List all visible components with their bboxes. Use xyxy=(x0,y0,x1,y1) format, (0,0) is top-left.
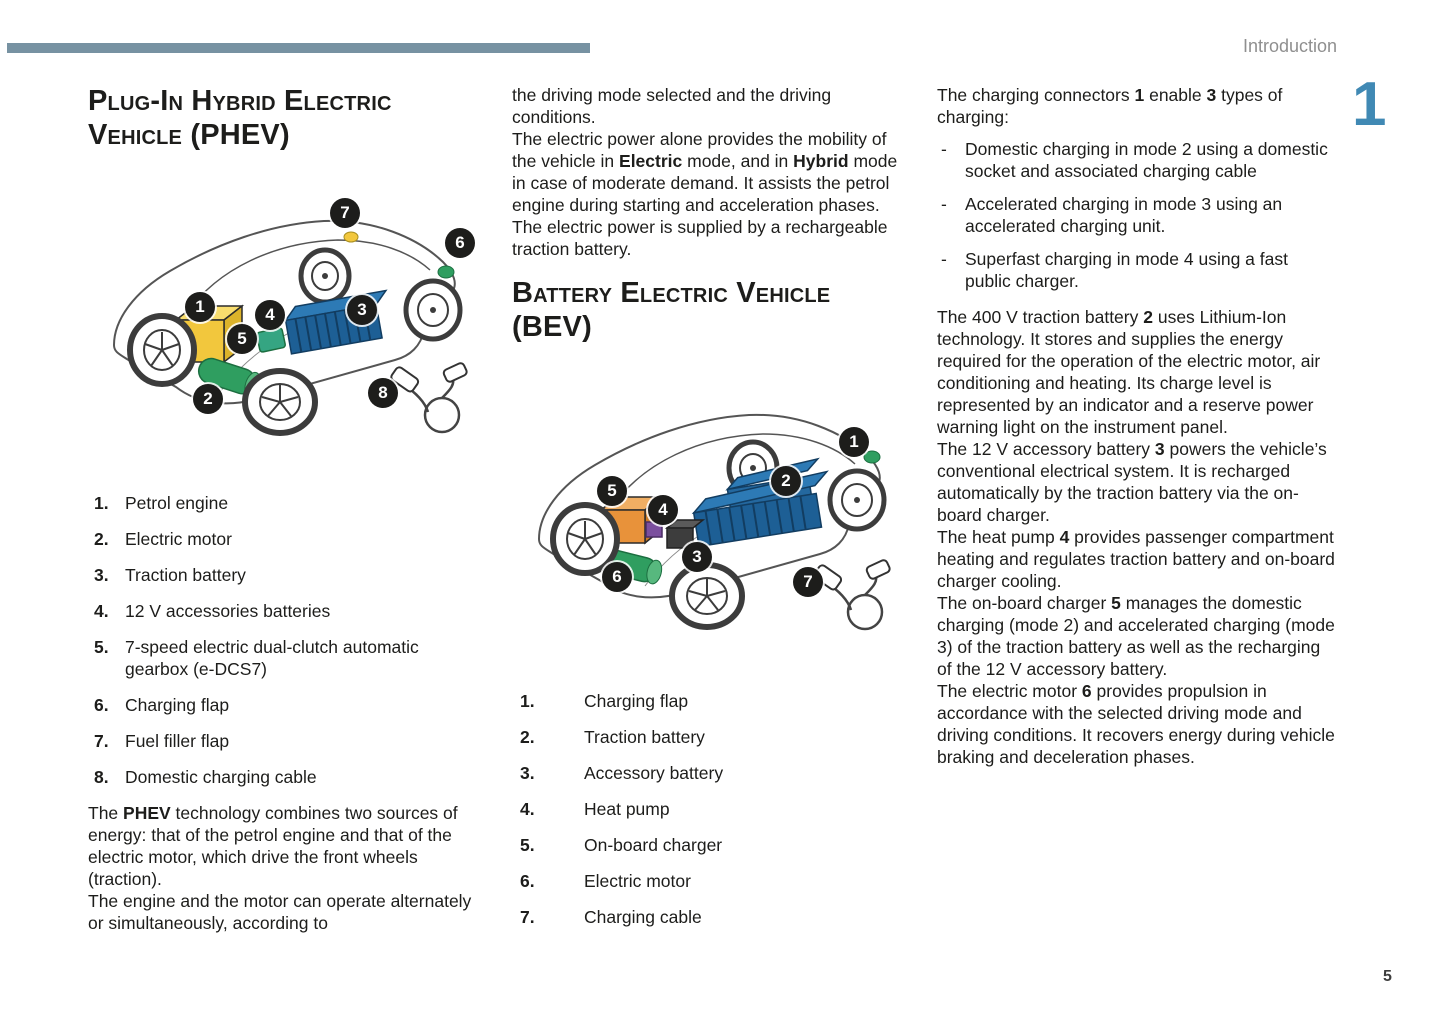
rear-wheel-right xyxy=(830,471,884,529)
list-item: 7. Charging cable xyxy=(520,907,702,927)
chapter-number-tab: 1 xyxy=(1352,70,1387,139)
list-item: 6. Charging flap xyxy=(94,695,230,715)
phev-callout-7: 7 xyxy=(330,198,360,228)
bev-callout-4: 4 xyxy=(648,495,678,525)
traction-battery-paragraph: The 400 V traction battery 2 uses Lithium-Ion technology. It stores and supplies the energy required for the operation of the electric motor, air conditioning and heating. Its charge level is represented by an indicator and a reserve power warning light on the instrument panel. xyxy=(937,307,1321,437)
charging-intro: The charging connectors 1 enable 3 types of charging: xyxy=(937,85,1283,127)
accessory-battery-paragraph: The 12 V accessory battery 3 powers the vehicle’s conventional electrical system. It is recharged automatically by the traction battery via the on-board charger. xyxy=(937,439,1327,525)
bullet-dash: - xyxy=(941,139,947,159)
bullet-item: - Superfast charging in mode 4 using a fast public charger. xyxy=(937,248,1335,292)
phev-callout-6: 6 xyxy=(445,228,475,258)
list-item: 2. Traction battery xyxy=(520,727,705,747)
phev-callout-2: 2 xyxy=(193,384,223,414)
phev-callout-4: 4 xyxy=(255,300,285,330)
charging-modes-list xyxy=(937,138,1335,292)
list-item: 1. Charging flap xyxy=(520,691,689,711)
bev-callout-7: 7 xyxy=(793,567,823,597)
charging-flap-shape xyxy=(864,451,880,463)
bullet-dash: - xyxy=(941,194,947,214)
bev-callout-1: 1 xyxy=(839,427,869,457)
list-item: 5. On-board charger xyxy=(520,835,723,855)
middle-paragraph-2: The electric power alone provides the mobility of the vehicle in Electric mode, and in Hybrid mode in case of moderate demand. It assists the petrol engine during starting and acceleration phases. xyxy=(512,129,898,215)
bev-heading-line1: Battery Electric Vehicle xyxy=(512,277,831,309)
heat-pump-paragraph: The heat pump 4 provides passenger compartment heating and regulates traction battery and on-board charger cooling. xyxy=(937,527,1335,591)
middle-paragraph-3: The electric power is supplied by a rechargeable traction battery. xyxy=(512,217,888,259)
cable-connector-shape xyxy=(865,559,890,580)
list-item: 2. Electric motor xyxy=(94,529,232,549)
bullet-dash: - xyxy=(941,249,947,269)
phev-car-illustration xyxy=(100,180,480,460)
bev-section-heading xyxy=(512,276,898,344)
front-wheel-left xyxy=(130,316,194,384)
page-number: 5 xyxy=(1383,968,1392,985)
bev-heading-line2: (BEV) xyxy=(512,311,592,343)
phev-diagram xyxy=(100,180,480,460)
charging-flap-shape xyxy=(438,266,454,278)
phev-paragraph-2: The engine and the motor can operate alternately or simultaneously, according to xyxy=(88,891,472,933)
phev-callout-8: 8 xyxy=(368,378,398,408)
bev-callout-2: 2 xyxy=(771,466,801,496)
rear-wheel-right xyxy=(406,281,460,339)
list-item: 3. Traction battery xyxy=(94,565,246,585)
cable-connector-shape xyxy=(442,362,467,383)
front-wheel-right xyxy=(245,371,315,433)
bev-callout-6: 6 xyxy=(602,562,632,592)
list-item: 4. Heat pump xyxy=(520,799,670,819)
front-wheel-left xyxy=(553,505,617,573)
right-column xyxy=(937,84,1335,768)
phev-callout-1: 1 xyxy=(185,292,215,322)
list-item: 4. 12 V accessories batteries xyxy=(94,601,331,621)
list-item: 8. Domestic charging cable xyxy=(94,767,317,787)
middle-paragraph-1: the driving mode selected and the driving conditions. xyxy=(512,85,832,127)
list-item: 7. Fuel filler flap xyxy=(94,731,230,751)
bev-parts-list xyxy=(512,690,898,928)
bev-car-illustration xyxy=(525,374,905,654)
electric-motor-paragraph: The electric motor 6 provides propulsion in accordance with the selected driving mode and driving conditions. It recovers energy during vehicle braking and deceleration phases. xyxy=(937,681,1335,767)
fuel-filler-flap-shape xyxy=(344,232,358,242)
rear-wheel-left xyxy=(301,250,349,302)
list-item: 6. Electric motor xyxy=(520,871,691,891)
phev-heading-line2: Vehicle (PHEV) xyxy=(88,119,290,151)
bullet-item: - Accelerated charging in mode 3 using an accelerated charging unit. xyxy=(937,193,1335,237)
phev-callout-3: 3 xyxy=(347,295,377,325)
phev-paragraph-1: The PHEV technology combines two sources of energy: that of the petrol engine and that of the electric motor, which drive the front wheels (traction). xyxy=(88,803,458,889)
list-item: 3. Accessory battery xyxy=(520,763,724,783)
list-item: 5. 7-speed electric dual-clutch automatic gearbox (e-DCS7) xyxy=(94,637,419,679)
phev-heading-line1: Plug-In Hybrid Electric xyxy=(88,85,392,117)
list-item: 1. Petrol engine xyxy=(94,493,229,513)
chapter-title: Introduction xyxy=(1242,36,1337,56)
header-accent-bar xyxy=(7,43,590,53)
bev-callout-3: 3 xyxy=(682,542,712,572)
phev-section-heading xyxy=(88,84,484,152)
bev-callout-5: 5 xyxy=(597,476,627,506)
left-column xyxy=(88,84,484,934)
phev-callout-5: 5 xyxy=(227,324,257,354)
bev-diagram xyxy=(525,374,905,654)
inverter-shape xyxy=(256,328,286,353)
phev-parts-list xyxy=(88,492,484,788)
front-wheel-right xyxy=(672,565,742,627)
bullet-item: - Domestic charging in mode 2 using a domestic socket and associated charging cable xyxy=(937,138,1335,182)
on-board-charger-paragraph: The on-board charger 5 manages the domestic charging (mode 2) and accelerated charging (mode 3) of the traction battery as well as the recharging of the 12 V accessory battery. xyxy=(937,593,1335,679)
middle-column xyxy=(512,84,898,942)
